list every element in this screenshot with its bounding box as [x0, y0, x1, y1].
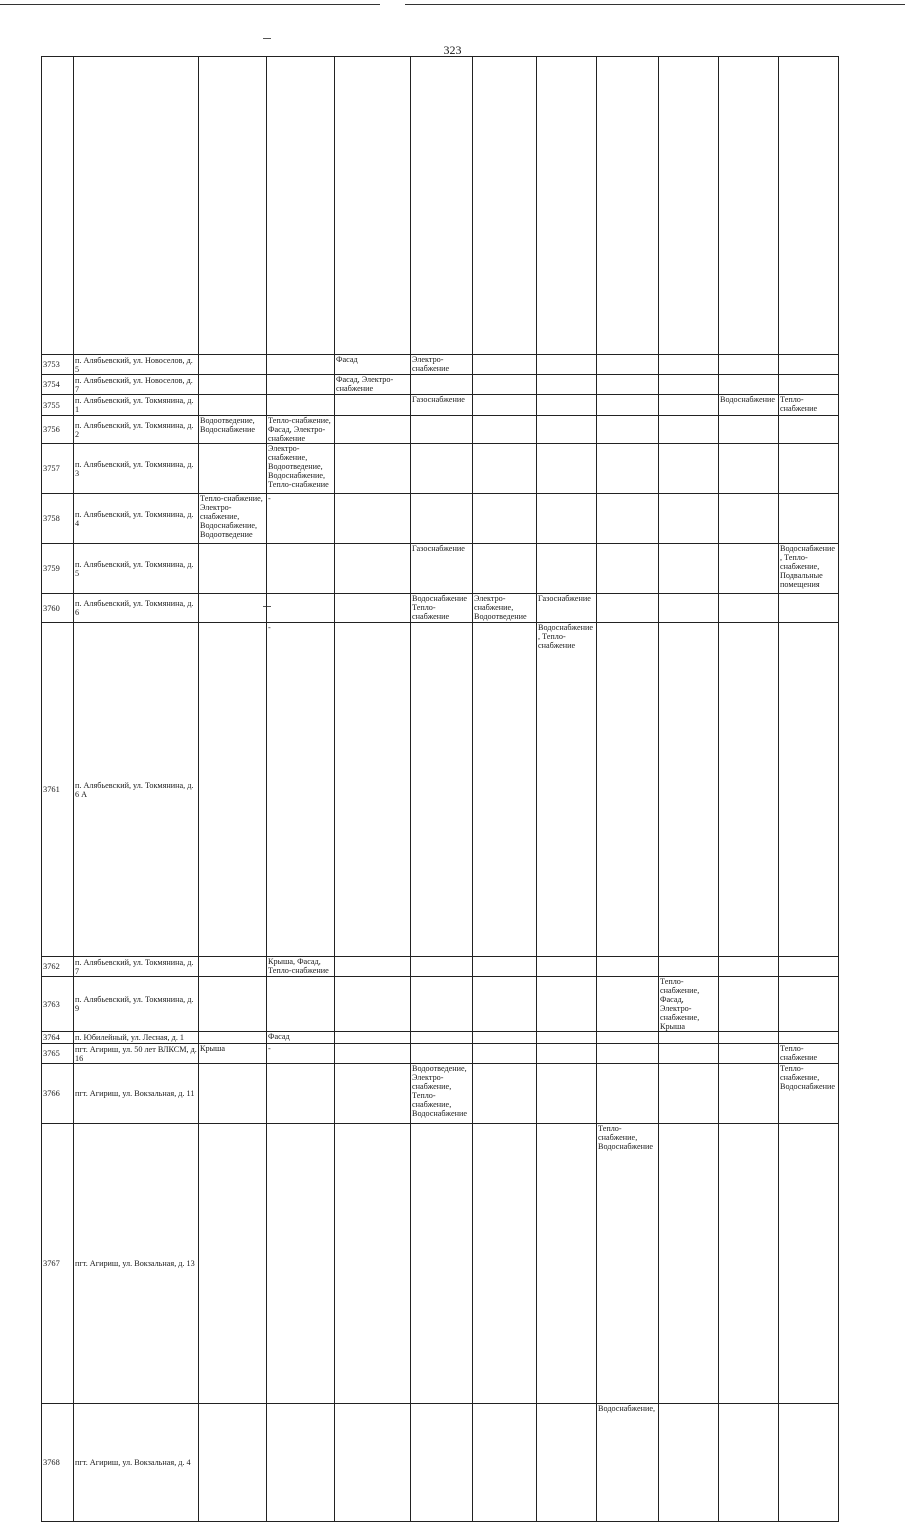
- table-row: [42, 594, 839, 623]
- table-row: [42, 1032, 839, 1044]
- row-number: 3754: [42, 375, 74, 395]
- work-cell: [779, 494, 839, 544]
- table-row: [42, 355, 839, 375]
- row-address: п. Алябьевский, ул. Токмянина, д. 3: [74, 444, 199, 494]
- work-cell: [597, 1032, 659, 1044]
- work-cell: [597, 395, 659, 416]
- work-cell: Водоснабжение,: [597, 1404, 659, 1522]
- work-cell: [473, 395, 537, 416]
- work-cell: [473, 957, 537, 977]
- works-table: [41, 56, 839, 1522]
- work-cell: Электро-снабжение, Водоотведение, Водоснабжение, Тепло-снабжение: [267, 444, 335, 494]
- work-cell: [199, 1032, 267, 1044]
- table-row: [42, 395, 839, 416]
- row-number: 3765: [42, 1044, 74, 1064]
- work-cell: Фасад: [335, 355, 411, 375]
- work-cell: [411, 494, 473, 544]
- work-cell: Газоснабжение: [537, 594, 597, 623]
- work-cell: [537, 494, 597, 544]
- table-row: [42, 1124, 839, 1404]
- row-number: 3758: [42, 494, 74, 544]
- table-row: [42, 375, 839, 395]
- work-cell: [779, 957, 839, 977]
- row-number: 3763: [42, 977, 74, 1032]
- work-cell: [659, 1044, 719, 1064]
- work-cell: [719, 1124, 779, 1404]
- work-cell: [537, 957, 597, 977]
- work-cell: Фасад: [267, 1032, 335, 1044]
- work-cell: [659, 623, 719, 957]
- work-cell: [719, 57, 779, 355]
- scan-mark-top: [263, 38, 271, 39]
- work-cell: [267, 1064, 335, 1124]
- table-row: [42, 444, 839, 494]
- work-cell: [335, 1124, 411, 1404]
- work-cell: [597, 494, 659, 544]
- table-row: [42, 1404, 839, 1522]
- work-cell: [199, 977, 267, 1032]
- work-cell: [659, 395, 719, 416]
- row-number: 3753: [42, 355, 74, 375]
- row-address: п. Алябьевский, ул. Токмянина, д. 5: [74, 544, 199, 594]
- work-cell: [473, 1064, 537, 1124]
- work-cell: [199, 375, 267, 395]
- work-cell: [719, 977, 779, 1032]
- work-cell: [411, 623, 473, 957]
- work-cell: [659, 416, 719, 444]
- work-cell: [719, 416, 779, 444]
- work-cell: [335, 494, 411, 544]
- work-cell: [719, 1064, 779, 1124]
- table-body: [42, 57, 839, 1522]
- work-cell: [659, 1404, 719, 1522]
- work-cell: [411, 375, 473, 395]
- work-cell: Водоотведение, Водоснабжение: [199, 416, 267, 444]
- work-cell: Водоснабжение Тепло-снабжение: [411, 594, 473, 623]
- work-cell: [597, 375, 659, 395]
- work-cell: [537, 1124, 597, 1404]
- work-cell: [537, 1032, 597, 1044]
- work-cell: [199, 544, 267, 594]
- work-cell: [719, 594, 779, 623]
- work-cell: [335, 1044, 411, 1064]
- work-cell: [719, 1404, 779, 1522]
- row-number: [42, 57, 74, 355]
- work-cell: [537, 444, 597, 494]
- row-number: 3764: [42, 1032, 74, 1044]
- work-cell: [659, 594, 719, 623]
- work-cell: Электро-снабжение, Водоотведение: [473, 594, 537, 623]
- work-cell: [473, 623, 537, 957]
- work-cell: [411, 444, 473, 494]
- work-cell: [335, 957, 411, 977]
- work-cell: [537, 355, 597, 375]
- work-cell: [411, 1044, 473, 1064]
- table-row: [42, 977, 839, 1032]
- row-number: 3761: [42, 623, 74, 957]
- work-cell: [659, 494, 719, 544]
- work-cell: [473, 416, 537, 444]
- work-cell: [335, 395, 411, 416]
- work-cell: [537, 1064, 597, 1124]
- work-cell: [267, 375, 335, 395]
- work-cell: Газоснабжение: [411, 395, 473, 416]
- table-row: [42, 1064, 839, 1124]
- work-cell: [267, 355, 335, 375]
- row-address: [74, 57, 199, 355]
- row-address: п. Алябьевский, ул. Токмянина, д. 2: [74, 416, 199, 444]
- work-cell: [779, 1032, 839, 1044]
- work-cell: [597, 594, 659, 623]
- row-address: п. Алябьевский, ул. Токмянина, д. 9: [74, 977, 199, 1032]
- row-number: 3760: [42, 594, 74, 623]
- work-cell: [537, 375, 597, 395]
- table-row: [42, 957, 839, 977]
- work-cell: [473, 375, 537, 395]
- work-cell: [199, 623, 267, 957]
- work-cell: [335, 594, 411, 623]
- work-cell: [659, 957, 719, 977]
- work-cell: [597, 957, 659, 977]
- row-address: п. Юбилейный, ул. Лесная, д. 1: [74, 1032, 199, 1044]
- work-cell: [597, 57, 659, 355]
- work-cell: [267, 977, 335, 1032]
- work-cell: [411, 957, 473, 977]
- table-row: [42, 623, 839, 957]
- work-cell: Водоотведение, Электро-снабжение, Тепло-снабжение, Водоснабжение: [411, 1064, 473, 1124]
- row-address: п. Алябьевский, ул. Новоселов, д. 5: [74, 355, 199, 375]
- work-cell: [335, 57, 411, 355]
- work-cell: [411, 1124, 473, 1404]
- row-address: п. Алябьевский, ул. Токмянина, д. 6: [74, 594, 199, 623]
- work-cell: [473, 355, 537, 375]
- work-cell: Тепло-снабжение, Электро-снабжение, Водоснабжение, Водоотведение: [199, 494, 267, 544]
- work-cell: [659, 444, 719, 494]
- work-cell: [537, 416, 597, 444]
- work-cell: [473, 494, 537, 544]
- work-cell: [411, 416, 473, 444]
- work-cell: [597, 544, 659, 594]
- work-cell: [335, 1032, 411, 1044]
- work-cell: [473, 1032, 537, 1044]
- work-cell: Фасад, Электро-снабжение: [335, 375, 411, 395]
- work-cell: -: [267, 494, 335, 544]
- work-cell: [597, 1064, 659, 1124]
- work-cell: [537, 1044, 597, 1064]
- work-cell: [335, 977, 411, 1032]
- work-cell: -: [267, 1044, 335, 1064]
- work-cell: [659, 1064, 719, 1124]
- row-address: п. Алябьевский, ул. Токмянина, д. 6 А: [74, 623, 199, 957]
- work-cell: [473, 57, 537, 355]
- work-cell: Крыша: [199, 1044, 267, 1064]
- work-cell: [199, 957, 267, 977]
- work-cell: Тепло-снабжение, Фасад, Электро-снабжение: [267, 416, 335, 444]
- table-row: [42, 416, 839, 444]
- work-cell: [267, 395, 335, 416]
- work-cell: [659, 355, 719, 375]
- work-cell: Тепло-снабжение: [779, 1044, 839, 1064]
- work-cell: [659, 1124, 719, 1404]
- work-cell: [411, 57, 473, 355]
- work-cell: [719, 1032, 779, 1044]
- work-cell: [719, 544, 779, 594]
- row-number: 3768: [42, 1404, 74, 1522]
- work-cell: [719, 1044, 779, 1064]
- work-cell: [267, 57, 335, 355]
- work-cell: [267, 1404, 335, 1522]
- table-row: [42, 544, 839, 594]
- row-address: п. Алябьевский, ул. Токмянина, д. 4: [74, 494, 199, 544]
- work-cell: Тепло-снабжение, Водоснабжение: [779, 1064, 839, 1124]
- work-cell: [537, 977, 597, 1032]
- table-row: [42, 494, 839, 544]
- work-cell: [779, 375, 839, 395]
- row-number: 3766: [42, 1064, 74, 1124]
- work-cell: [537, 544, 597, 594]
- work-cell: [597, 416, 659, 444]
- work-cell: [335, 544, 411, 594]
- work-cell: [473, 1044, 537, 1064]
- work-cell: [719, 957, 779, 977]
- row-address: п. Алябьевский, ул. Токмянина, д. 1: [74, 395, 199, 416]
- work-cell: [719, 494, 779, 544]
- work-cell: [335, 416, 411, 444]
- page-number: 323: [443, 43, 462, 57]
- work-cell: [473, 1124, 537, 1404]
- row-address: п. Алябьевский, ул. Новоселов, д. 7: [74, 375, 199, 395]
- work-cell: [267, 594, 335, 623]
- work-cell: [597, 355, 659, 375]
- work-cell: Электро-снабжение: [411, 355, 473, 375]
- work-cell: [335, 444, 411, 494]
- row-address: п. Алябьевский, ул. Токмянина, д. 7: [74, 957, 199, 977]
- work-cell: [779, 355, 839, 375]
- row-address: пгт. Агириш, ул. 50 лет ВЛКСМ, д. 16: [75, 1044, 197, 1063]
- work-cell: [597, 444, 659, 494]
- work-cell: [719, 623, 779, 957]
- row-number: 3757: [42, 444, 74, 494]
- work-cell: [537, 1404, 597, 1522]
- work-cell: [537, 395, 597, 416]
- row-number: 3759: [42, 544, 74, 594]
- work-cell: Тепло-снабжение, Водоснабжение: [597, 1124, 659, 1404]
- work-cell: [199, 1064, 267, 1124]
- work-cell: [597, 623, 659, 957]
- work-cell: [597, 977, 659, 1032]
- work-cell: [719, 375, 779, 395]
- work-cell: [199, 594, 267, 623]
- work-cell: [335, 1064, 411, 1124]
- table-row: [42, 57, 839, 355]
- work-cell: Газоснабжение: [411, 544, 473, 594]
- work-cell: [411, 1032, 473, 1044]
- work-cell: [199, 57, 267, 355]
- work-cell: [473, 977, 537, 1032]
- work-cell: -: [267, 623, 335, 957]
- work-cell: [473, 544, 537, 594]
- row-number: 3767: [42, 1124, 74, 1404]
- work-cell: [199, 444, 267, 494]
- work-cell: Крыша, Фасад, Тепло-снабжение: [267, 957, 335, 977]
- work-cell: [267, 544, 335, 594]
- work-cell: [779, 1124, 839, 1404]
- work-cell: [779, 444, 839, 494]
- table-row: [42, 1044, 839, 1064]
- row-address: пгт. Агириш, ул. Вокзальная, д. 11: [74, 1064, 199, 1124]
- work-cell: Тепло-снабжение: [779, 395, 839, 416]
- work-cell: [659, 1032, 719, 1044]
- row-address: пгт. Агириш, ул. Вокзальная, д. 4: [74, 1404, 199, 1522]
- top-rule-left: [0, 4, 380, 5]
- work-cell: [719, 444, 779, 494]
- work-cell: [659, 375, 719, 395]
- work-cell: [779, 57, 839, 355]
- work-cell: [719, 355, 779, 375]
- work-cell: [199, 355, 267, 375]
- work-cell: [199, 1124, 267, 1404]
- work-cell: Водоснабжение, Тепло-снабжение, Подвальные помещения: [779, 544, 839, 594]
- work-cell: [597, 1044, 659, 1064]
- work-cell: [779, 416, 839, 444]
- work-cell: [537, 57, 597, 355]
- row-number: 3755: [42, 395, 74, 416]
- work-cell: [199, 395, 267, 416]
- row-number: 3762: [42, 957, 74, 977]
- work-cell: [411, 977, 473, 1032]
- work-cell: [411, 1404, 473, 1522]
- work-cell: [659, 57, 719, 355]
- row-address: пгт. Агириш, ул. Вокзальная, д. 13: [74, 1124, 199, 1404]
- work-cell: [473, 444, 537, 494]
- work-cell: [335, 623, 411, 957]
- work-cell: [659, 544, 719, 594]
- row-number: 3756: [42, 416, 74, 444]
- work-cell: Водоснабжение, Тепло-снабжение: [537, 623, 597, 957]
- work-cell: [335, 1404, 411, 1522]
- work-cell: [779, 977, 839, 1032]
- work-cell: [473, 1404, 537, 1522]
- work-cell: [779, 1404, 839, 1522]
- work-cell: Тепло-снабжение, Фасад, Электро-снабжение, Крыша: [659, 977, 719, 1032]
- top-rule-right: [405, 4, 905, 5]
- work-cell: [779, 594, 839, 623]
- work-cell: Водоснабжение: [719, 395, 779, 416]
- work-cell: [267, 1124, 335, 1404]
- work-cell: [779, 623, 839, 957]
- work-cell: [199, 1404, 267, 1522]
